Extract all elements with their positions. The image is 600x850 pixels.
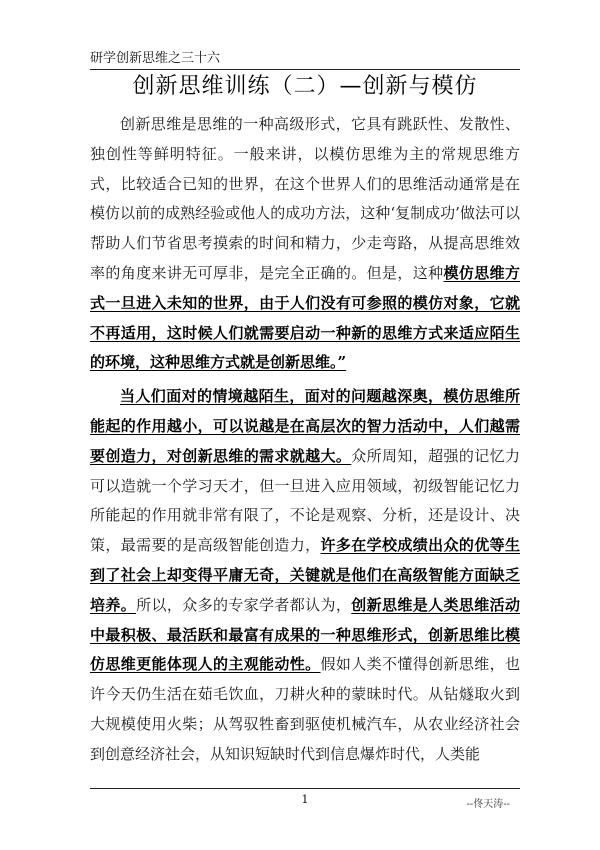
article-title: 创新思维训练（二）—创新与模仿 xyxy=(132,74,478,99)
page-footer xyxy=(90,788,520,811)
emphasized-text: 创新思维是人类思维活动中最积极、最活跃和最富有成果的一种思维形式，创新思维比模仿思维更能体现人的主观能动性。 xyxy=(90,595,520,674)
paragraph-1 xyxy=(90,110,520,378)
page-number: 1 xyxy=(301,793,309,806)
running-header: 研学创新思维之三十六 xyxy=(90,50,520,70)
emphasized-text: 模仿思维方式一旦进入未知的世界，由于人们没有可参照的模仿对象，它就不再适用，这时候人们就需要启动一种新的思维方式来适应陌生的环境，这种思维方式就是创新思维。” xyxy=(90,263,520,372)
body-text: 创新思维是思维的一种高级形式，它具有跳跃性、发散性、独创性等鲜明特征。一般来讲，以模仿思维为主的常规思维方式，比较适合已知的世界，在这个世界人们的思维活动通常是在模仿以前的成熟经验或他人的成功方法，这种‘复制成功’做法可以帮助人们节省思考摸索的时间和精力，少走弯路，从提高思维效率的角度来讲无可厚非，是完全正确的。但是，这种 xyxy=(90,115,520,282)
body-text: 假如人类不懂得创新思维，也许今天仍生活在茹毛饮血，刀耕火种的蒙昧时代。从钻燧取火到大规模使用火柴；从驾驭牲畜到驱使机械汽车，从农业经济社会到创意经济社会，从知识短缺时代到信息爆炸时代，人类能 xyxy=(90,655,520,763)
footer-author: --佟天涛-- xyxy=(466,799,510,810)
paragraph-2 xyxy=(90,382,520,769)
emphasized-text: 当人们面对的情境越陌生，面对的问题越深奥，模仿思维所能起的作用越小，可以说越是在高层次的智力活动中，人们越需要创造力，对创新思维的需求就越大。 xyxy=(90,387,520,465)
body-text: 众所周知，超强的记忆力可以造就一个学习天才，但一旦进入应用领域，初级智能记忆力所能起的作用就非常有限了，不论是观察、分析，还是设计、决策，最需要的是高级智能创造力， xyxy=(90,446,520,555)
emphasized-text: 许多在学校成绩出众的优等生到了社会上却变得平庸无奇，关键就是他们在高级智能方面缺乏培养。 xyxy=(90,536,520,614)
article-body xyxy=(90,110,520,770)
body-text: 所以，众多的专家学者都认为， xyxy=(136,595,352,614)
